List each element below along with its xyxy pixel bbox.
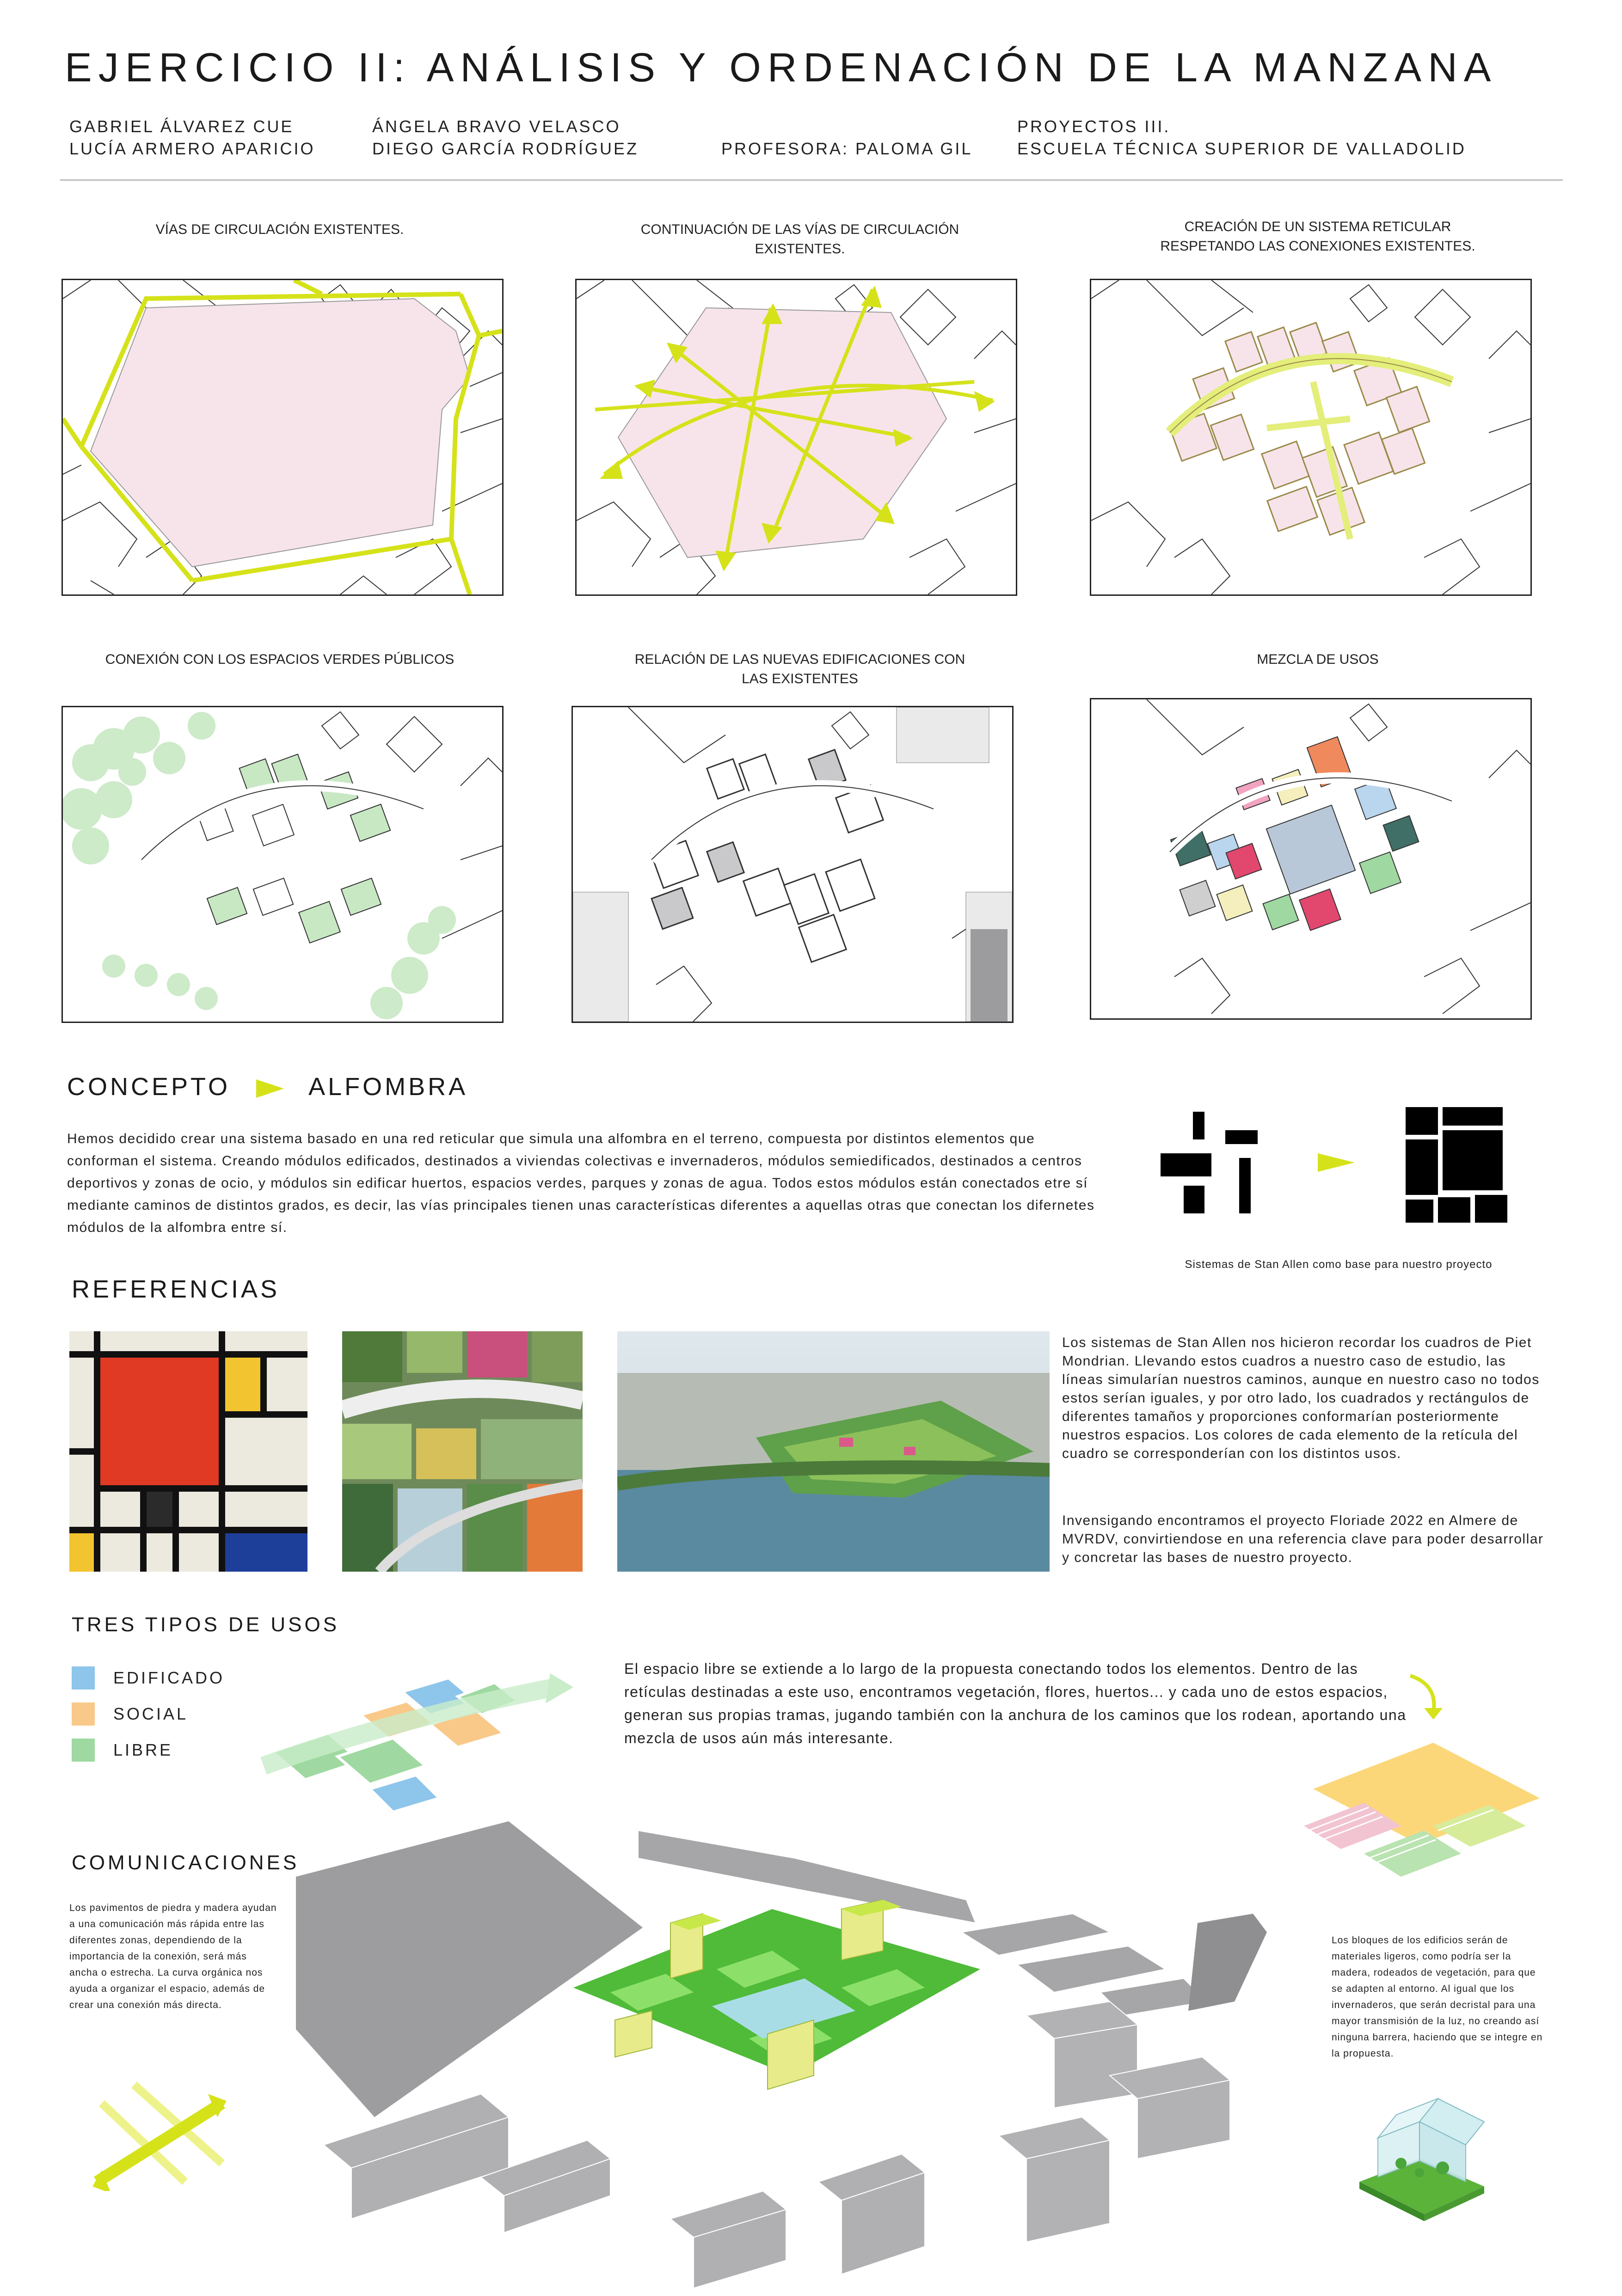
school: ESCUELA TÉCNICA SUPERIOR DE VALLADOLID <box>1017 139 1466 158</box>
author: GABRIEL ÁLVAREZ CUE <box>69 117 294 136</box>
author: LUCÍA ARMERO APARICIO <box>69 139 315 158</box>
concept-text: Hemos decidido crear una sistema basado en una red reticular que simula una alfombra en el terreno, compuesta por distintos elementos que conforman el sistema. Creando módulos edificados, destinados a viviendas colectivas e invernaderos, módulos semiedificados, destinados a centros deportivos y zonas de ocio, y módulos sin edificar huertos, espacios verdes, parques y zonas de agua. Todos estos módulos están conectados etre sí mediante caminos de distintos grados, es decir, las vías principales tienen unas características diferentes a aquellas otras que conectan los difernetes módulos de la alfombra entre sí. <box>67 1131 1095 1235</box>
diagram-grid-system <box>1090 279 1532 596</box>
floriade-aerial-image <box>617 1331 1050 1572</box>
mondrian-painting-image <box>69 1331 307 1572</box>
greenhouse-icon <box>1350 2080 1489 2223</box>
stan-allen-diagram <box>1147 1093 1530 1232</box>
legend-item-edificado <box>72 1666 225 1690</box>
libre-swatch <box>72 1739 95 1762</box>
concept-heading <box>67 1072 468 1101</box>
site-plan-grid <box>1091 280 1530 594</box>
diagram-3-title: CREACIÓN DE UN SISTEMA RETICULAR RESPETANDO LAS CONEXIONES EXISTENTES. <box>1160 219 1475 254</box>
diagram-2-title: CONTINUACIÓN DE LAS VÍAS DE CIRCULACIÓN EXISTENTES. <box>640 222 959 257</box>
page-title: EJERCICIO II: ANÁLISIS Y ORDENACIÓN DE LA MANZANA <box>65 44 1498 90</box>
course: PROYECTOS III. <box>1017 117 1171 136</box>
curved-arrow-icon <box>1406 1671 1447 1722</box>
teacher: PROFESORA: PALOMA GIL <box>721 139 973 158</box>
communications-heading: COMUNICACIONES <box>72 1851 300 1874</box>
green-collage-image <box>342 1331 583 1572</box>
site-plan-green <box>63 707 502 1022</box>
site-plan-existing-roads <box>63 280 502 594</box>
arrow-right-icon <box>1318 1153 1355 1172</box>
diagram-1-title: VÍAS DE CIRCULACIÓN EXISTENTES. <box>155 222 404 237</box>
social-swatch <box>72 1702 95 1726</box>
course-info <box>1017 116 1466 160</box>
references-text-2: Invensigando encontramos el proyecto Floriade 2022 en Almere de MVRDV, convirtiendose en una referencia clave para poder desarrollar y concretar las bases de nuestro proyecto. <box>1062 1513 1544 1565</box>
materials-text: Los bloques de los edificios serán de materiales ligeros, como podría ser la madera, rodeados de vegetación, para que se adapten al entorno. Al igual que los invernaderos, que serán decristal para una mayor transmisión de la luz, no creando así ninguna barrera, haciendo que se integre en la propuesta. <box>1332 1935 1543 2059</box>
references-text-1: Los sistemas de Stan Allen nos hicieron recordar los cuadros de Piet Mondrian. Llevando estos cuadros a nuestro caso de estudio, las líneas simularían nuestros caminos, aunque en nuestro caso no todos estos serían iguales, y por otro lado, los cuadrados y rectángulos de diferentes tamaños y proporciones conformarían posteriormente nuestros espacios. Los colores de cada elemento de la retícula del cuadro se corresponderían con los distintos usos. <box>1062 1335 1540 1461</box>
diagram-existing-roads <box>61 279 504 596</box>
uses-axonometric-diagram <box>254 1664 578 1821</box>
site-plan-road-arrows <box>577 280 1016 594</box>
legend-label: LIBRE <box>113 1740 173 1759</box>
authors-mid <box>372 116 639 160</box>
references-heading: REFERENCIAS <box>72 1275 280 1303</box>
diagram-5-title: RELACIÓN DE LAS NUEVAS EDIFICACIONES CON LAS EXISTENTES <box>634 652 965 686</box>
diagram-4-title: CONEXIÓN CON LOS ESPACIOS VERDES PÚBLICOS <box>105 652 455 667</box>
libre-grid-detail <box>1295 1733 1544 1881</box>
concept-value: ALFOMBRA <box>308 1073 468 1101</box>
diagram-existing-relation <box>571 706 1014 1023</box>
uses-text: El espacio libre se extiende a lo largo de la propuesta conectando todos los elementos. Dentro de las retículas destinadas a este uso, encontramos vegetación, flores, huertos... y cada uno de estos espacios, generan sus propias tramas, jugando también con la anchura de los caminos que los rodean, aportando una mezcla de usos aún más interesante. <box>624 1660 1407 1746</box>
legend-item-social <box>72 1702 225 1726</box>
stan-allen-caption: Sistemas de Stan Allen como base para nuestro proyecto <box>1185 1258 1493 1271</box>
diagram-mixed-uses <box>1090 698 1532 1020</box>
communications-text: Los pavimentos de piedra y madera ayudan a una comunicación más rápida entre las diferentes zonas, dependiendo de la importancia de la conexión, será más ancha o estrecha. La curva orgánica nos ayuda a organizar el espacio, además de crear una conexión más directa. <box>69 1903 277 2010</box>
arrow-right-icon <box>254 1077 286 1100</box>
uses-legend <box>72 1666 225 1762</box>
diagram-road-continuation <box>575 279 1017 596</box>
author: ÁNGELA BRAVO VELASCO <box>372 117 621 136</box>
authors-left <box>69 116 315 160</box>
paths-arrows-icon <box>88 2076 236 2191</box>
legend-item-libre <box>72 1739 225 1762</box>
diagram-green-spaces <box>61 706 504 1023</box>
site-plan-mixed-uses <box>1091 699 1530 1018</box>
author: DIEGO GARCÍA RODRÍGUEZ <box>372 139 639 158</box>
packed-blocks <box>1406 1107 1507 1223</box>
header-divider <box>60 179 1563 181</box>
legend-label: EDIFICADO <box>113 1668 225 1687</box>
site-plan-relation <box>573 707 1012 1022</box>
diagram-6-title: MEZCLA DE USOS <box>1257 652 1379 667</box>
site-axonometric-view <box>287 1817 1304 2293</box>
edificado-swatch <box>72 1666 95 1690</box>
uses-heading: TRES TIPOS DE USOS <box>72 1613 340 1636</box>
legend-label: SOCIAL <box>113 1704 189 1723</box>
concept-label: CONCEPTO <box>67 1073 231 1101</box>
